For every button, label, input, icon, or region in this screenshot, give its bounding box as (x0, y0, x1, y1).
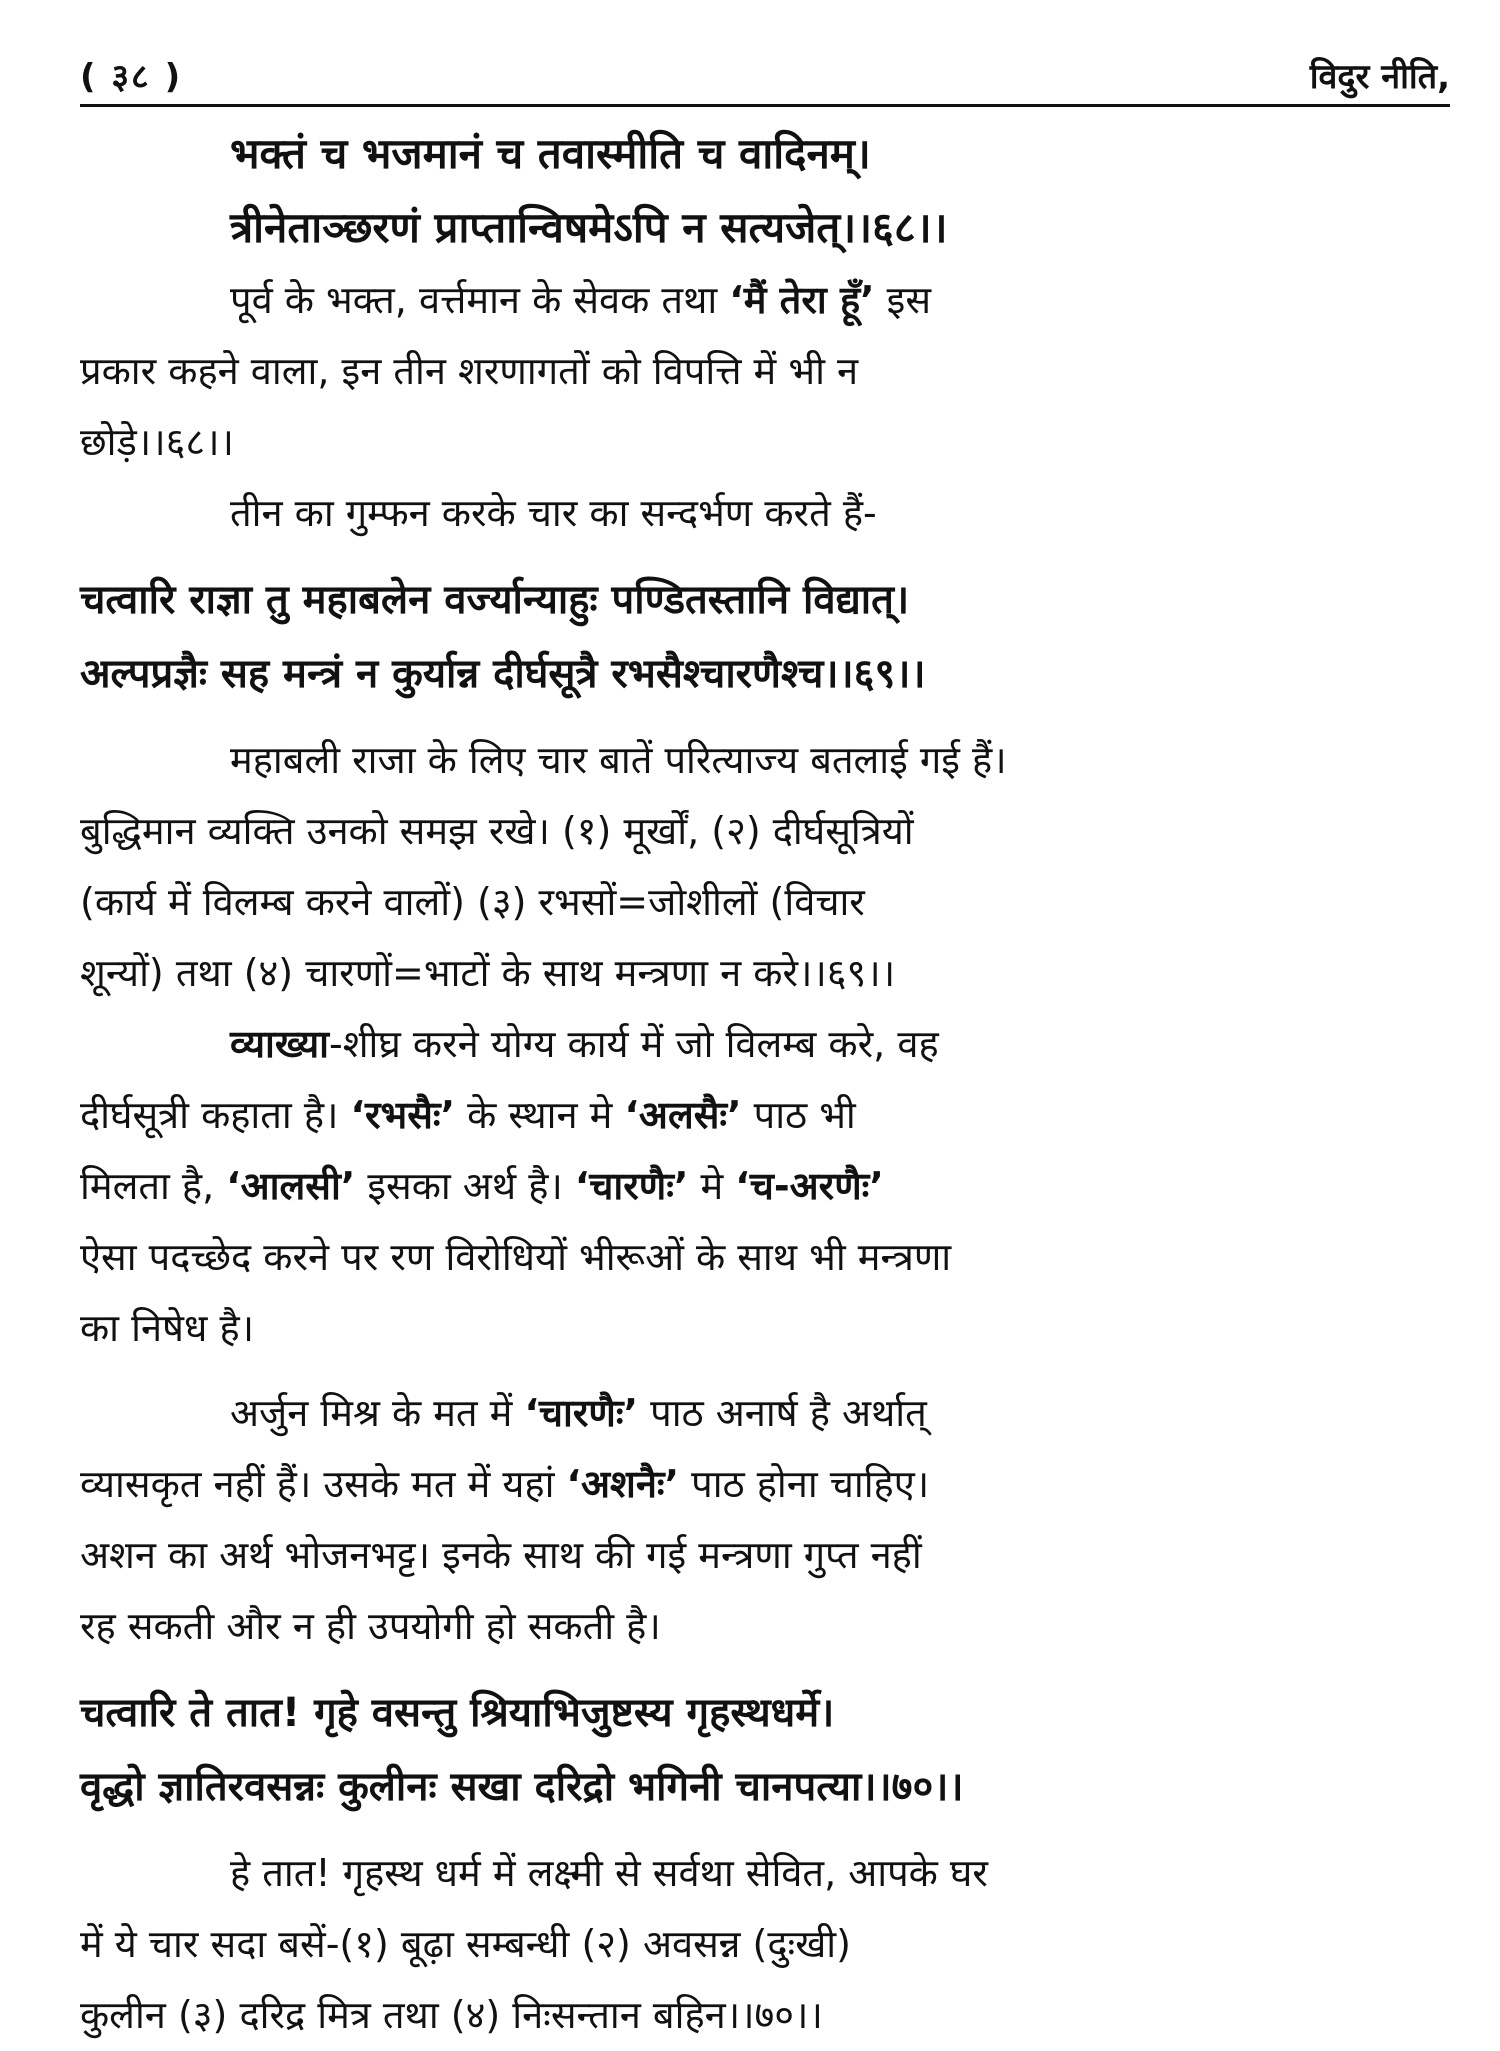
text-line: का निषेध है। (80, 1306, 255, 1350)
text-span: पाठ अनार्ष है अर्थात् (638, 1391, 927, 1435)
verse-68 (80, 117, 1460, 265)
page-header (80, 40, 1460, 98)
quote-span: ‘अलसैः’ (624, 1093, 742, 1137)
running-title: विदुर नीति, (1309, 57, 1450, 97)
quote-span: ‘चारणैः’ (524, 1391, 639, 1435)
text-span: महाबली राजा के लिए चार बातें परित्याज्य बतलाई गई हैं। (230, 738, 1007, 782)
text-span: हे तात! गृहस्थ धर्म में लक्ष्मी से सर्वथा सेवित, आपके घर (230, 1851, 988, 1895)
text-span: व्यासकृत नहीं हैं। उसके मत में यहां (80, 1462, 567, 1506)
verse-70 (80, 1676, 1460, 1824)
verse-69 (80, 563, 1460, 711)
verse-line: चत्वारि ते तात! गृहे वसन्तु श्रियाभिजुष्टस्य गृहस्थधर्मे। (80, 1690, 835, 1736)
translation-70 (80, 1838, 1440, 2051)
text-span: -शीघ्र करने योग्य कार्य में जो विलम्ब करे, वह (329, 1022, 939, 1066)
text-span: पाठ होना चाहिए। (679, 1462, 930, 1506)
text-line: बुद्धिमान व्यक्ति उनको समझ रखे। (१) मूर्खों, (२) दीर्घसूत्रियों (80, 809, 914, 853)
verse-line: भक्तं च भजमानं च तवास्मीति च वादिनम्। (230, 129, 871, 178)
text-line: छोड़े।।६८।। (80, 420, 234, 464)
text-span: पूर्व के भक्त, वर्त्तमान के सेवक तथा (230, 278, 730, 322)
text-span: इसका अर्थ है। (355, 1164, 575, 1208)
text-span: के स्थान मे (455, 1093, 625, 1137)
text-span: इस (874, 278, 932, 322)
text-span: अर्जुन मिश्र के मत में (230, 1391, 525, 1435)
text-line: कुलीन (३) दरिद्र मित्र तथा (४) निःसन्तान बहिन।।७०।। (80, 1993, 823, 2037)
text-line: ऐसा पदच्छेद करने पर रण विरोधियों भीरूओं के साथ भी मन्त्रणा (80, 1235, 952, 1279)
text-span: मे (688, 1164, 736, 1208)
text-span: पाठ भी (741, 1093, 856, 1137)
quote-span: ‘चारणैः’ (574, 1164, 689, 1208)
translation-69 (80, 725, 1440, 1662)
verse-line: त्रीनेताञ्छरणं प्राप्तान्विषमेऽपि न सत्यजेत्।।६८।। (230, 203, 948, 252)
text-line: (कार्य में विलम्ब करने वालों) (३) रभसों=जोशीलों (विचार (80, 880, 865, 924)
quote-span: ‘अशनैः’ (566, 1462, 680, 1506)
translation-68 (80, 265, 1440, 549)
verse-line: वृद्धो ज्ञातिरवसन्नः कुलीनः सखा दरिद्रो भगिनी चानपत्या।।७०।। (80, 1764, 964, 1810)
verse-line: अल्पप्रज्ञैः सह मन्त्रं न कुर्यान्न दीर्घसूत्रै रभसैश्चारणैश्च।।६९।। (80, 651, 926, 697)
text-line: अशन का अर्थ भोजनभट्ट। इनके साथ की गई मन्त्रणा गुप्त नहीं (80, 1533, 922, 1577)
quote-span: ‘मैं तेरा हूँ’ (729, 278, 875, 322)
text-span: दीर्घसूत्री कहाता है। (80, 1093, 351, 1137)
text-span: मिलता है, (80, 1164, 227, 1208)
page-number: ( ३८ ) (80, 57, 183, 97)
intro-69: तीन का गुम्फन करके चार का सन्दर्भण करते हैं- (230, 491, 877, 535)
vyakhya-label: व्याख्या (230, 1022, 329, 1066)
verse-line: चत्वारि राज्ञा तु महाबलेन वर्ज्यान्याहुः पण्डितस्तानि विद्यात्। (80, 577, 910, 623)
text-line: रह सकती और न ही उपयोगी हो सकती है। (80, 1604, 661, 1648)
quote-span: ‘च-अरणैः’ (735, 1164, 884, 1208)
header-rule (80, 104, 1450, 107)
text-line: शून्यों) तथा (४) चारणों=भाटों के साथ मन्त्रणा न करे।।६९।। (80, 951, 896, 995)
quote-span: ‘आलसी’ (226, 1164, 356, 1208)
text-line: प्रकार कहने वाला, इन तीन शरणागतों को विपत्ति में भी न (80, 349, 859, 393)
quote-span: ‘रभसैः’ (350, 1093, 456, 1137)
text-line: में ये चार सदा बसें-(१) बूढ़ा सम्बन्धी (२) अवसन्न (दुःखी) (80, 1922, 851, 1966)
